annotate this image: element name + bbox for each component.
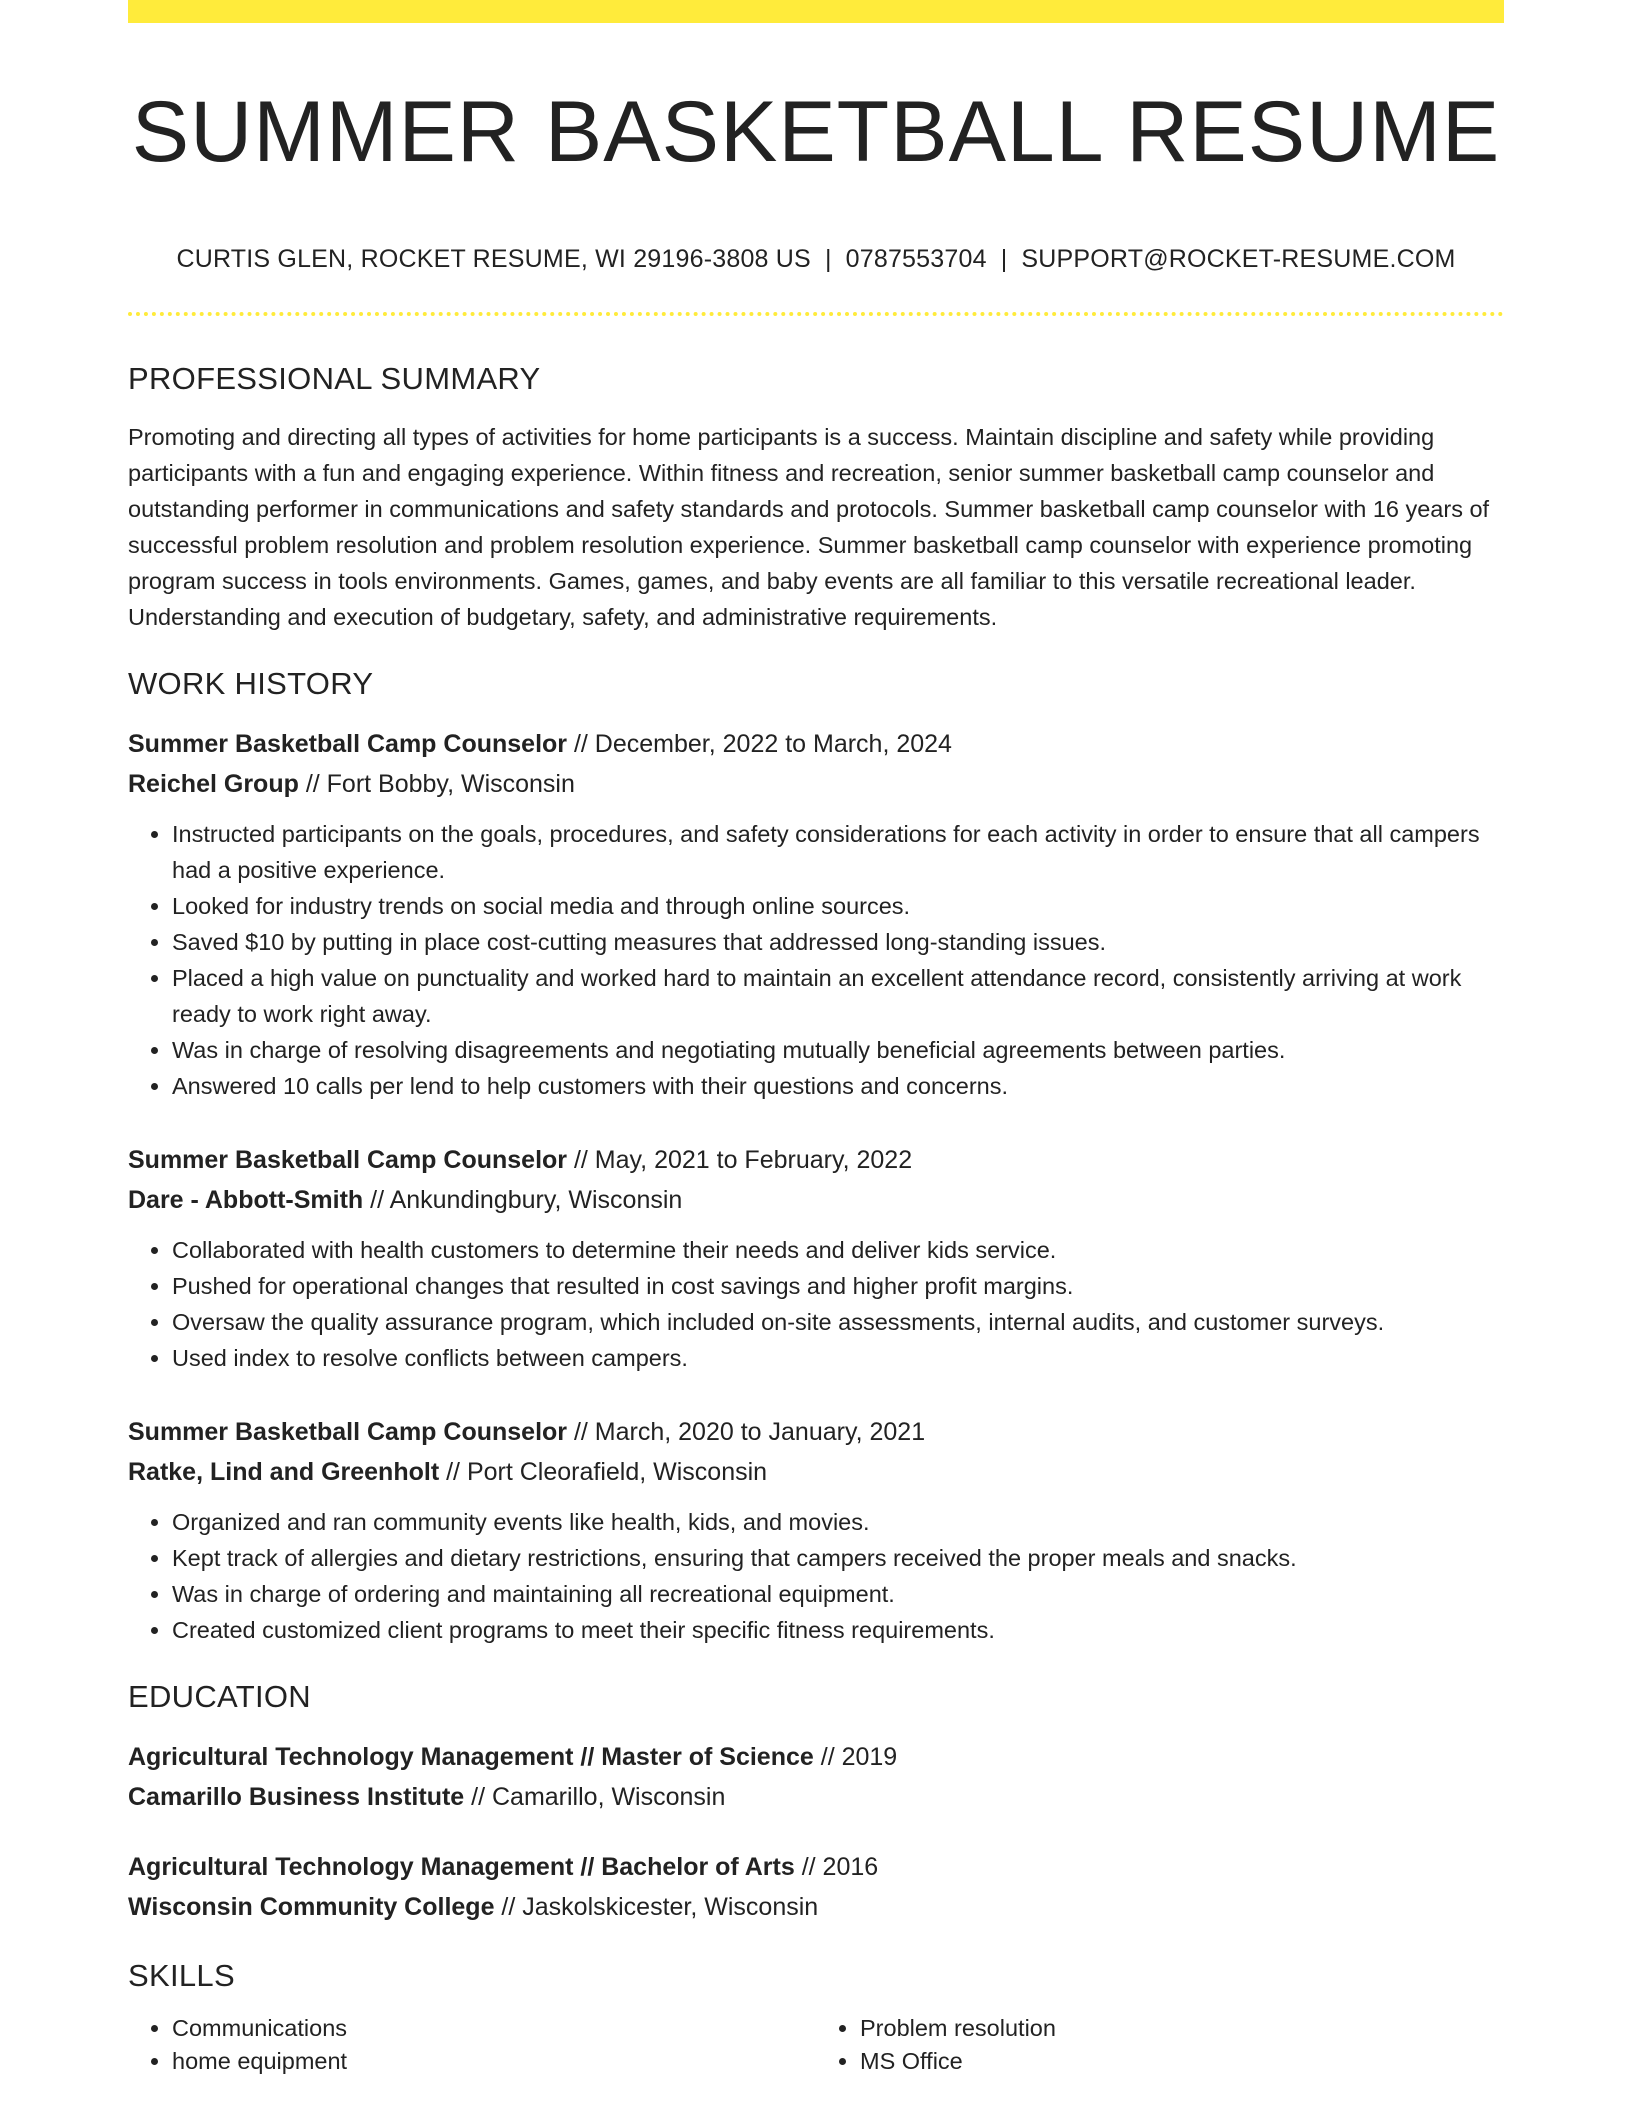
skills-column-left	[128, 2012, 816, 2078]
job-bullet: • Looked for industry trends on social media and through online sources.	[172, 888, 1504, 924]
skill-item: • Communications	[172, 2012, 816, 2045]
job-bullet: • Collaborated with health customers to determine their needs and deliver kids service.	[172, 1232, 1504, 1268]
education-entry	[128, 1847, 1504, 1927]
job-company: Dare - Abbott-Smith	[128, 1185, 364, 1214]
job-company-line	[128, 1180, 1504, 1220]
job-bullets	[128, 1232, 1504, 1376]
skills-grid	[128, 2012, 1504, 2078]
top-accent-bar	[128, 0, 1504, 23]
contact-phone: 0787553704	[845, 244, 987, 273]
job-role: Summer Basketball Camp Counselor	[128, 1145, 568, 1174]
school-line	[128, 1777, 1504, 1817]
skill-item: • Problem resolution	[860, 2012, 1504, 2045]
job-bullet: • Pushed for operational changes that resulted in cost savings and higher profit margins.	[172, 1268, 1504, 1304]
job-company: Ratke, Lind and Greenholt	[128, 1457, 440, 1486]
school-line	[128, 1887, 1504, 1927]
job-company-line	[128, 1452, 1504, 1492]
job-dates: // March, 2020 to January, 2021	[567, 1417, 926, 1446]
skill-item: • home equipment	[172, 2045, 816, 2078]
skills-heading: SKILLS	[128, 1958, 235, 1994]
job-role: Summer Basketball Camp Counselor	[128, 1417, 568, 1446]
job-bullet: • Kept track of allergies and dietary restrictions, ensuring that campers received the proper meals and snacks.	[172, 1540, 1504, 1576]
job-company: Reichel Group	[128, 769, 299, 798]
job-bullets	[128, 1504, 1504, 1648]
school-name: Wisconsin Community College	[128, 1893, 495, 1922]
job-bullet: • Was in charge of resolving disagreements and negotiating mutually beneficial agreements between parties.	[172, 1032, 1504, 1068]
work-history-heading: WORK HISTORY	[128, 665, 374, 701]
summary-text: Promoting and directing all types of activities for home participants is a success. Maintain discipline and safety while providing participants with a fun and engaging experience. Within fitness and recreation, senior summer basketball camp counselor and outstanding performer in communications and safety standards and protocols. Summer basketball camp counselor with 16 years of successful problem resolution and problem resolution experience. Summer basketball camp counselor with experience promoting program success in tools environments. Games, games, and baby events are all familiar to this versatile recreational leader. Understanding and execution of budgetary, safety, and administrative requirements.	[128, 423, 1490, 630]
job-bullets	[128, 816, 1504, 1104]
job-location: // Fort Bobby, Wisconsin	[298, 769, 575, 798]
skill-item: • MS Office	[860, 2045, 1504, 2078]
contact-line	[128, 244, 1504, 274]
job-bullet: • Answered 10 calls per lend to help customers with their questions and concerns.	[172, 1068, 1504, 1104]
contact-address: CURTIS GLEN, ROCKET RESUME, WI 29196-3808 US	[176, 244, 811, 273]
skills-column-right	[816, 2012, 1504, 2078]
job-location: // Port Cleorafield, Wisconsin	[439, 1457, 768, 1486]
degree-year: // 2016	[794, 1853, 879, 1882]
degree-line	[128, 1737, 1504, 1777]
job-entry	[128, 1140, 1504, 1376]
dotted-divider	[128, 312, 1504, 316]
job-title-line	[128, 724, 1504, 764]
contact-separator: |	[1000, 244, 1008, 273]
school-location: // Camarillo, Wisconsin	[464, 1783, 726, 1812]
job-bullet: • Created customized client programs to meet their specific fitness requirements.	[172, 1612, 1504, 1648]
summary-heading: PROFESSIONAL SUMMARY	[128, 360, 541, 396]
degree-line	[128, 1847, 1504, 1887]
contact-email[interactable]: SUPPORT@ROCKET-RESUME.COM	[1021, 244, 1456, 273]
job-bullet: • Saved $10 by putting in place cost-cutting measures that addressed long-standing issues.	[172, 924, 1504, 960]
job-dates: // December, 2022 to March, 2024	[567, 729, 952, 758]
job-bullet: • Organized and ran community events like health, kids, and movies.	[172, 1504, 1504, 1540]
resume-page	[128, 0, 1504, 2078]
job-entry	[128, 724, 1504, 1104]
education-entry	[128, 1737, 1504, 1817]
job-title-line	[128, 1140, 1504, 1180]
job-bullet: • Was in charge of ordering and maintaining all recreational equipment.	[172, 1576, 1504, 1612]
job-title-line	[128, 1412, 1504, 1452]
job-entry	[128, 1412, 1504, 1648]
resume-title: SUMMER BASKETBALL RESUME	[131, 84, 1501, 180]
job-location: // Ankundingbury, Wisconsin	[363, 1185, 683, 1214]
degree-year: // 2019	[813, 1743, 898, 1772]
degree-name: Agricultural Technology Management // Bachelor of Arts	[128, 1853, 795, 1882]
school-name: Camarillo Business Institute	[128, 1783, 465, 1812]
degree-name: Agricultural Technology Management // Master of Science	[128, 1743, 814, 1772]
contact-separator: |	[824, 244, 832, 273]
job-bullet: • Placed a high value on punctuality and worked hard to maintain an excellent attendance record, consistently arriving at work ready to work right away.	[172, 960, 1504, 1032]
job-role: Summer Basketball Camp Counselor	[128, 729, 568, 758]
job-bullet: • Instructed participants on the goals, procedures, and safety considerations for each activity in order to ensure that all campers had a positive experience.	[172, 816, 1504, 888]
education-heading: EDUCATION	[128, 1678, 311, 1714]
job-company-line	[128, 764, 1504, 804]
school-location: // Jaskolskicester, Wisconsin	[494, 1893, 819, 1922]
job-bullet: • Used index to resolve conflicts between campers.	[172, 1340, 1504, 1376]
job-bullet: • Oversaw the quality assurance program, which included on-site assessments, internal audits, and customer surveys.	[172, 1304, 1504, 1340]
job-dates: // May, 2021 to February, 2022	[567, 1145, 913, 1174]
